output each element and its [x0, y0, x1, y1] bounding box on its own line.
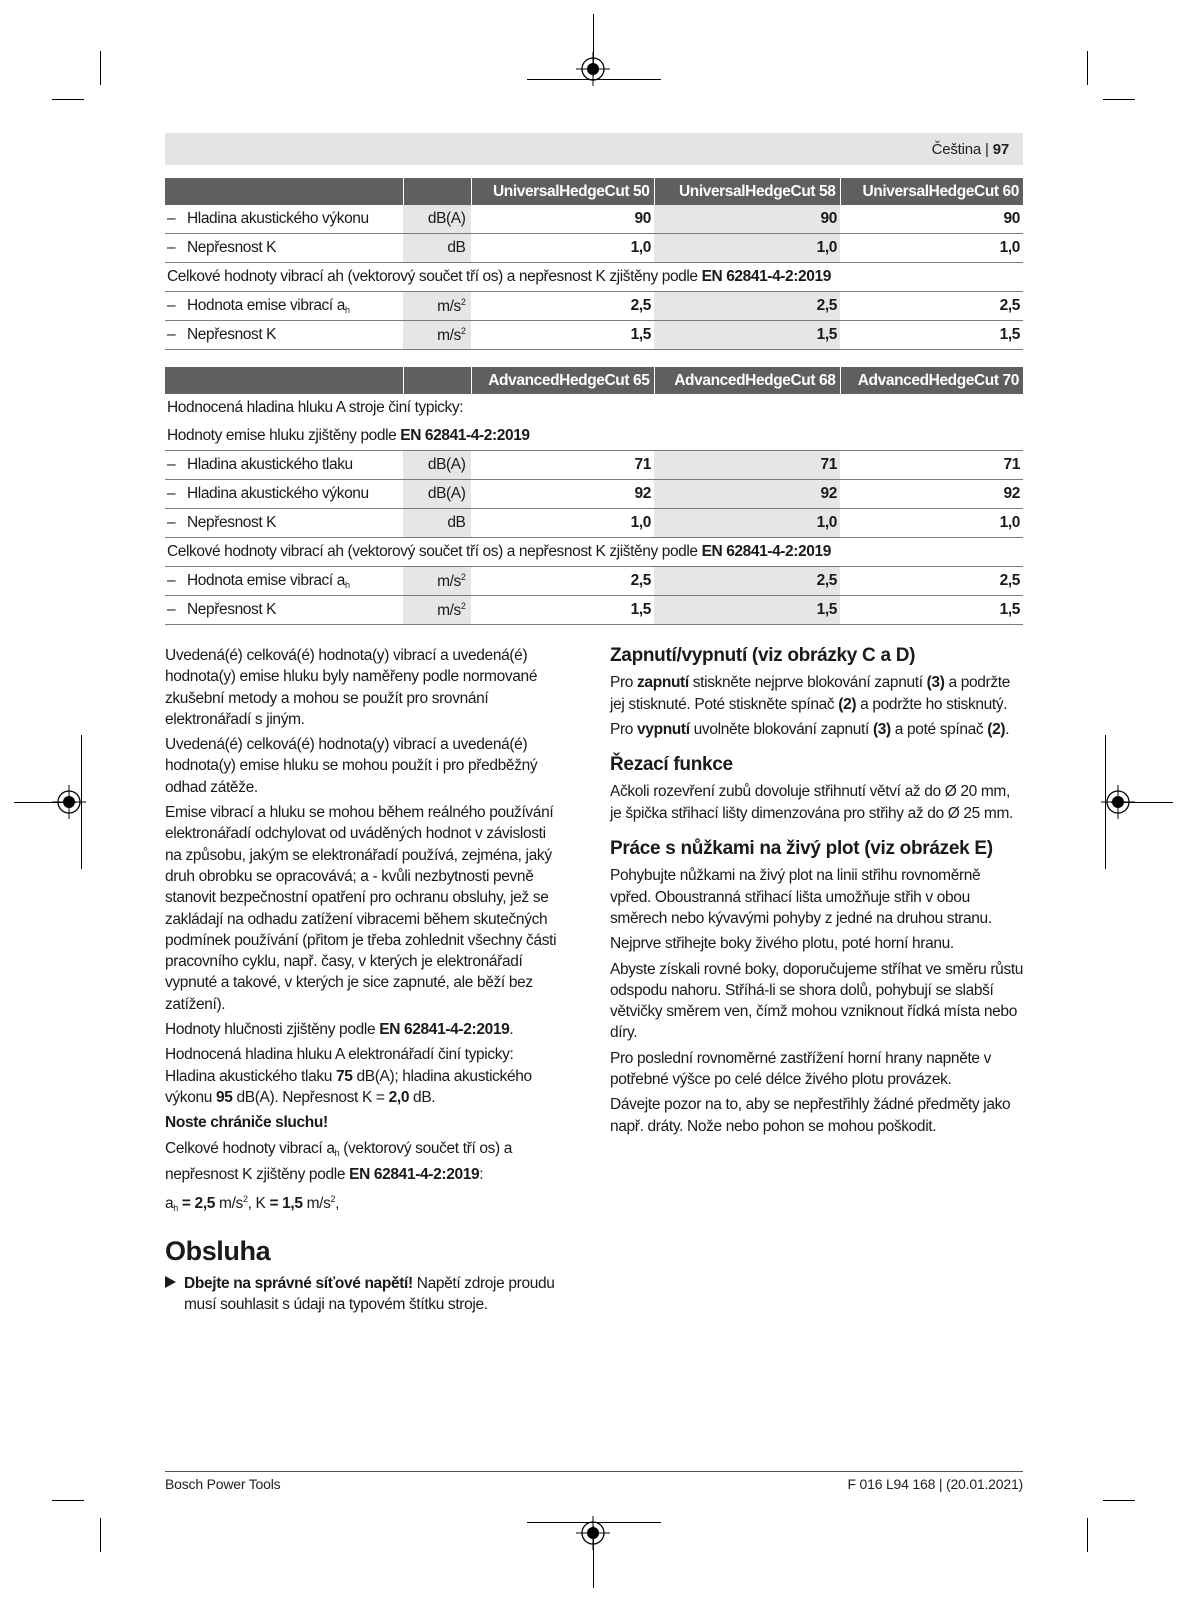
- paragraph: Emise vibrací a hluku se mohou během reálného používání elektronářadí odchylovat od uváděných hodnot v závislosti na způsobu, jakým se elektronářadí používá, zejména, jaký druh obrobku se opracovává; a - kvůli nezbytnosti pevně stanovit bezpečnostní opatření pro ochranu obsluhy, jež se zakládají na odhadu zatížení vibracemi během skutečných podmínek používání (přitom je třeba zohlednit všechny části pracovního cyklu, např. časy, v kterých je elektronářadí vypnuté a takové, v kterých je sice zapnuté, ale běží bez zatížení).: [165, 804, 557, 1013]
- table-row: [165, 480, 1023, 509]
- registration-mark-icon: [576, 1516, 610, 1550]
- table-section-heading: [165, 422, 1023, 451]
- row-value: 1,0: [654, 509, 840, 538]
- model-header: UniversalHedgeCut 60: [840, 178, 1023, 205]
- row-value: 2,5: [840, 292, 1023, 321]
- paragraph: Dávejte pozor na to, aby se nepřestřihly žádné předměty jako např. dráty. Nože nebo pohon se mohou poškodit.: [610, 1096, 1011, 1135]
- table-row: [165, 567, 1023, 596]
- table-header-cell: [403, 178, 471, 205]
- model-header: AdvancedHedgeCut 65: [471, 367, 654, 394]
- crop-mark: [1087, 51, 1088, 85]
- row-value: 2,5: [654, 292, 840, 321]
- row-label: – Hodnota emise vibrací $a_h$: [165, 567, 403, 596]
- model-header: AdvancedHedgeCut 68: [654, 367, 840, 394]
- row-label: – Nepřesnost K: [165, 509, 403, 538]
- row-value: 71: [471, 451, 654, 480]
- row-value: 1,5: [471, 596, 654, 625]
- row-value: 92: [840, 480, 1023, 509]
- row-value: 2,5: [840, 567, 1023, 596]
- section-title-obsluha: Obsluha: [165, 1236, 271, 1267]
- model-header: UniversalHedgeCut 50: [471, 178, 654, 205]
- spec-table-advanced: [165, 367, 1023, 625]
- section-heading: Zapnutí/vypnutí (viz obrázky C a D): [610, 645, 916, 666]
- row-value: 90: [471, 205, 654, 234]
- paragraph: Celkové hodnoty vibrací $a_h$ (vektorový součet tří os) a nepřesnost K zjištěny podle EN 62841-4-2:2019:: [165, 1139, 513, 1183]
- row-value: 92: [654, 480, 840, 509]
- row-value: 1,0: [840, 509, 1023, 538]
- row-value: 90: [654, 205, 840, 234]
- crop-mark: [1087, 1518, 1088, 1552]
- row-value: 92: [471, 480, 654, 509]
- row-value: 1,5: [840, 321, 1023, 350]
- paragraph: Uvedená(é) celková(é) hodnota(y) vibrací a uvedená(é) hodnota(y) emise hluku byly naměřeny podle normované zkušební metody a mohou se použít pro srovnání elektronářadí s jiným.: [165, 647, 538, 728]
- row-unit: dB(A): [403, 480, 471, 509]
- row-unit: dB: [403, 509, 471, 538]
- table-header-cell: [165, 367, 403, 394]
- crop-mark: [52, 1500, 84, 1501]
- vibration-heading: Celkové hodnoty vibrací ah (vektorový součet tří os) a nepřesnost K zjištěny podle EN 62841-4-2:2019: [165, 538, 1023, 567]
- crop-mark: [1103, 1500, 1135, 1501]
- section-heading: Řezací funkce: [610, 754, 733, 776]
- table-row: [165, 234, 1023, 263]
- table-header-row: [165, 367, 1023, 394]
- right-column: [610, 645, 1025, 1141]
- row-value: 1,5: [471, 321, 654, 350]
- registration-mark-icon: [52, 785, 86, 819]
- row-value: 1,5: [654, 321, 840, 350]
- table-section-heading: [165, 263, 1023, 292]
- row-label: – Hodnota emise vibrací $a_h$: [165, 292, 403, 321]
- paragraph: Pro zapnutí stiskněte nejprve blokování zapnutí (3) a podržte jej stisknuté. Poté stiskněte spínač (2) a podržte ho stisknutý.: [610, 674, 1010, 713]
- paragraph: Pro poslední rovnoměrné zastřížení horní hrany napněte v potřebné výšce po celé délce živého plotu provázek.: [610, 1049, 992, 1089]
- noise-intro: Hodnocená hladina hluku A stroje činí typicky:: [167, 399, 464, 416]
- header-text: Čeština | 97: [931, 141, 1009, 158]
- table-row: [165, 509, 1023, 538]
- formula: $a_h = 2,5$ $m/s^2$, K = 1,5 $m/s^2$,: [165, 1194, 340, 1214]
- model-header: UniversalHedgeCut 58: [654, 178, 840, 205]
- table-row: [165, 451, 1023, 480]
- row-unit: $m/s^2$: [403, 292, 471, 321]
- header-language: Čeština: [931, 141, 982, 158]
- model-header: AdvancedHedgeCut 70: [840, 367, 1023, 394]
- footer-right: F 016 L94 168 | (20.01.2021): [847, 1476, 1023, 1492]
- row-value: 1,0: [471, 509, 654, 538]
- paragraph: Pohybujte nůžkami na živý plot na linii střihu rovnoměrně vpřed. Oboustranná střihací lišta umožňuje střih v obou směrech nebo kývavými pohyby z jedné na druhou stranu.: [610, 867, 992, 927]
- row-value: 1,0: [654, 234, 840, 263]
- row-label: – Hladina akustického výkonu: [165, 205, 403, 234]
- row-label: – Nepřesnost K: [165, 234, 403, 263]
- left-column: [165, 645, 565, 1315]
- bullet-item: Dbejte na správné síťové napětí! Napětí zdroje proudu musí souhlasit s údaji na typovém štítku stroje.: [165, 1273, 565, 1316]
- registration-mark-icon: [576, 52, 610, 86]
- crop-mark: [100, 51, 101, 85]
- row-value: 1,0: [471, 234, 654, 263]
- footer-left: Bosch Power Tools: [165, 1476, 281, 1492]
- paragraph: Hodnocená hladina hluku A elektronářadí činí typicky: Hladina akustického tlaku 75 dB(A); hladina akustického výkonu 95 dB(A). Nepřesnost K = 2,0 dB.: [165, 1046, 532, 1106]
- paragraph: Ačkoli rozevření zubů dovoluje střihnutí větví až do Ø 20 mm, je špička střihací lišty dimenzována pro střihy až do Ø 25 mm.: [610, 783, 1013, 822]
- paragraph: Pro vypnutí uvolněte blokování zapnutí (3) a poté spínač (2).: [610, 720, 1010, 738]
- row-unit: $m/s^2$: [403, 321, 471, 350]
- table-section-heading: [165, 538, 1023, 567]
- table-row: [165, 292, 1023, 321]
- row-value: 1,0: [840, 234, 1023, 263]
- row-unit: $m/s^2$: [403, 596, 471, 625]
- row-value: 71: [654, 451, 840, 480]
- row-label: – Hladina akustického výkonu: [165, 480, 403, 509]
- paragraph: Uvedená(é) celková(é) hodnota(y) vibrací a uvedená(é) hodnota(y) emise hluku se mohou použít i pro předběžný odhad zátěže.: [165, 736, 538, 796]
- table-row: [165, 596, 1023, 625]
- paragraph: Abyste získali rovné boky, doporučujeme stříhat ve směru růstu odspodu nahoru. Stříhá-li se shora dolů, pohybují se slabší větvičky směrem ven, čímž mohou vzniknout řídká místa nebo díry.: [610, 960, 1024, 1042]
- paragraph: Nejprve střihejte boky živého plotu, poté horní hranu.: [610, 935, 954, 953]
- table-header-row: [165, 178, 1023, 205]
- table-header-cell: [165, 178, 403, 205]
- registration-mark-icon: [1101, 785, 1135, 819]
- row-label: – Hladina akustického tlaku: [165, 451, 403, 480]
- bullet-triangle-icon: [165, 1276, 176, 1288]
- spec-table-universal: [165, 178, 1023, 350]
- row-unit: $m/s^2$: [403, 567, 471, 596]
- row-value: 1,5: [654, 596, 840, 625]
- crop-mark: [1103, 99, 1135, 100]
- row-value: 90: [840, 205, 1023, 234]
- section-heading: Práce s nůžkami na živý plot (viz obrázek E): [610, 838, 993, 860]
- warning-text: Noste chrániče sluchu!: [165, 1114, 328, 1132]
- row-label: – Nepřesnost K: [165, 321, 403, 350]
- row-value: 2,5: [471, 292, 654, 321]
- footer-divider: [165, 1471, 1023, 1472]
- page-number: 97: [992, 141, 1009, 158]
- paragraph: Hodnoty hlučnosti zjištěny podle EN 62841-4-2:2019.: [165, 1021, 514, 1039]
- row-unit: dB(A): [403, 205, 471, 234]
- page-header: [165, 133, 1023, 165]
- noise-heading: Hodnoty emise hluku zjištěny podle EN 62841-4-2:2019: [165, 422, 1023, 451]
- row-value: 1,5: [840, 596, 1023, 625]
- row-label: – Nepřesnost K: [165, 596, 403, 625]
- row-value: 71: [840, 451, 1023, 480]
- table-row: [165, 321, 1023, 350]
- crop-mark: [52, 99, 84, 100]
- crop-mark: [100, 1518, 101, 1552]
- row-unit: dB(A): [403, 451, 471, 480]
- table-row: [165, 205, 1023, 234]
- table-header-cell: [403, 367, 471, 394]
- row-value: 2,5: [654, 567, 840, 596]
- table-section-heading: [165, 394, 1023, 422]
- row-unit: dB: [403, 234, 471, 263]
- vibration-heading: Celkové hodnoty vibrací ah (vektorový součet tří os) a nepřesnost K zjištěny podle EN 62841-4-2:2019: [165, 263, 1023, 292]
- row-value: 2,5: [471, 567, 654, 596]
